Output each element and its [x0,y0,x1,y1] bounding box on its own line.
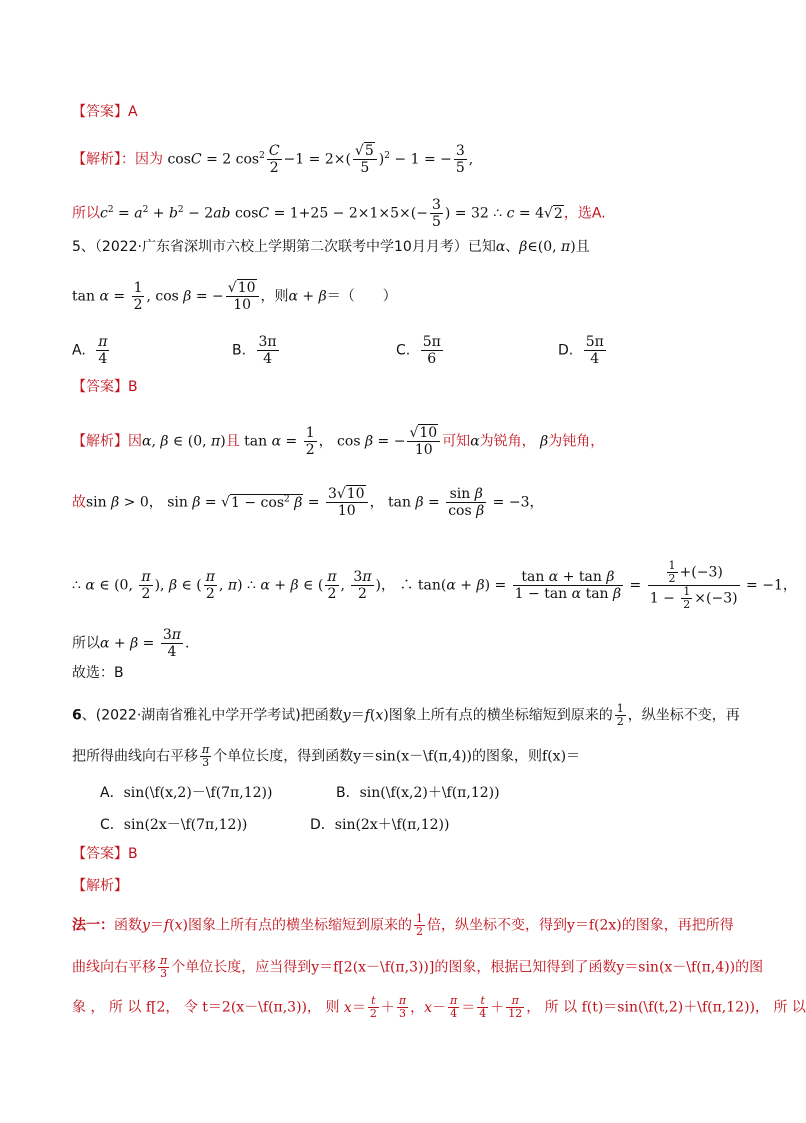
q6-stem-line-2: 把所得曲线向右平移 $\frac{\pi}{3}$ 个单位长度，得到函数y＝sin(x－\f(π,4))的图象，则f(x)＝ [72,743,581,769]
q6-stem-line-1: 6、(2022·湖南省雅礼中学开学考试)把函数y＝f(x)图象上所有点的横坐标缩短到原来的 $\frac{1}{2}$ ，纵坐标不变，再 [72,702,740,728]
q4-analysis-line-1: 【解析】：因为 cosC = 2 $\cos^2$ $\frac{C}{2}$ −1 = 2×( $\frac{√5}{5}$ )$^2$ − 1 = − $\frac{3}{5}$ , [72,143,474,176]
analysis-label: 【解析】： [72,151,135,168]
q6-answer-value: B [128,846,138,862]
q4-analysis-line-2: 所以$c^2 = a^2 + b^2 - 2ab$ cosC = 1+25 − 2×1×5×(− $\frac{3}{5}$ ) = 32 ∴ c = 4√2，选A. [72,197,606,230]
q4-answer-value: A [128,104,138,120]
q4-because: 因为 [135,151,163,168]
q5-stem-line-1: 5、（2022·广东省深圳市六校上学期第二次联考中学10月月考）已知α、β∈(0, π)且 [72,239,590,255]
q5-analysis-line-1: 【解析】因α, β ∈ (0, π)且 tan α = $\frac{1}{2}$ ， cos β = − $\frac{√10}{10}$ 可知α为锐角， β为钝角， [72,425,605,458]
q6-option-b: B．sin(\f(x,2)＋\f(π,12)) [336,785,500,801]
q5-answer-value: B [128,379,138,395]
q5-blank: ＝（ ） [326,288,397,305]
q5-analysis-line-2: 故sin β > 0， $\sin \beta = √1 - \cos^2 \beta$ = $\frac{3√10}{10}$ ， tan β = $\frac{\text{sin β}}{\text{cos β}}$ = −3， [72,486,544,519]
q5-analysis-line-3: ∴ α ∈ (0, $\frac{\pi}{2}$ ), β ∈ ( $\frac{\pi}{2}$ , π) ∴ α + β ∈ ( $\frac{\pi}{2}$ , $\frac{3\pi}{2}$ )， ∴ tan(α + β) = $\frac{\text{tan α + tan β}}{\text{1 − tan α tan β}}$ = $\frac{1}{2}$ +(−3) 1 − $\frac{1}{2}$ ×(−3) = −1， [72,559,797,611]
q5-option-d: D. $\frac{5\pi}{4}$ [558,334,604,367]
q6-option-a: A．sin(\f(x,2)－\f(7π,12)) [100,785,273,801]
q6-method1-line-2: 曲线向右平移 $\frac{\pi}{3}$ 个单位长度，应当得到y＝f[2(x－\f(π,3))]的图象，根据已知得到了函数y＝sin(x－\f(π,4))的图 [72,954,764,980]
q5-and: 且 [575,239,590,255]
answer-label: 【答案】 [72,104,128,120]
q6-answer-line: 【答案】B [72,846,138,862]
q4-answer-line [72,103,138,121]
q6-option-c: C．sin(2x－\f(7π,12)) [100,817,248,833]
q4-so: 所以 [72,205,100,222]
q5-analysis-line-4: 所以α + β = $\frac{3\pi}{4}$ . [72,627,190,660]
q6-option-d: D．sin(2x＋\f(π,12)) [310,817,450,833]
q6-method1-line-3: 象 ， 所 以 f[2， 令 t＝2(x－\f(π,3))， 则 x＝ $\frac{t}{2}$ ＋ $\frac{\pi}{3}$ ，x－ $\frac{\pi}{4}$ ＝ $\frac{t}{4}$ ＋ $\frac{\pi}{12}$ ， 所 以 f(t)＝sin(\f(t,2)＋\f(π,12))， 所 以 [72,994,806,1020]
q4-choose: ，选A. [563,205,606,222]
q6-analysis-label-line: 【解析】 [72,878,128,894]
q5-option-c: C. $\frac{5\pi}{6}$ [396,334,441,367]
q5-stem-line-2: tan α = $\frac{1}{2}$ , cos β = − $\frac{√10}{10}$ ，则α + β＝（ ） [72,280,397,313]
q5-option-b: B. $\frac{3\pi}{4}$ [232,334,277,367]
q5-source: （2022·广东省深圳市六校上学期第二次联考中学10月月考） [94,239,468,255]
q5-then: ，则 [260,288,289,305]
q6-method1-line-1: 法一：函数y＝f(x)图象上所有点的横坐标缩短到原来的 $\frac{1}{2}$ 倍，纵坐标不变，得到y＝f(2x)的图象，再把所得 [72,912,734,938]
q5-stem: 已知 [467,239,496,255]
q5-number: 5、 [72,239,95,255]
q5-option-a: A. $\frac{\pi}{4}$ [72,334,108,367]
q5-choose-line: 故选：B [72,665,124,681]
q5-answer-line: 【答案】B [72,379,138,395]
